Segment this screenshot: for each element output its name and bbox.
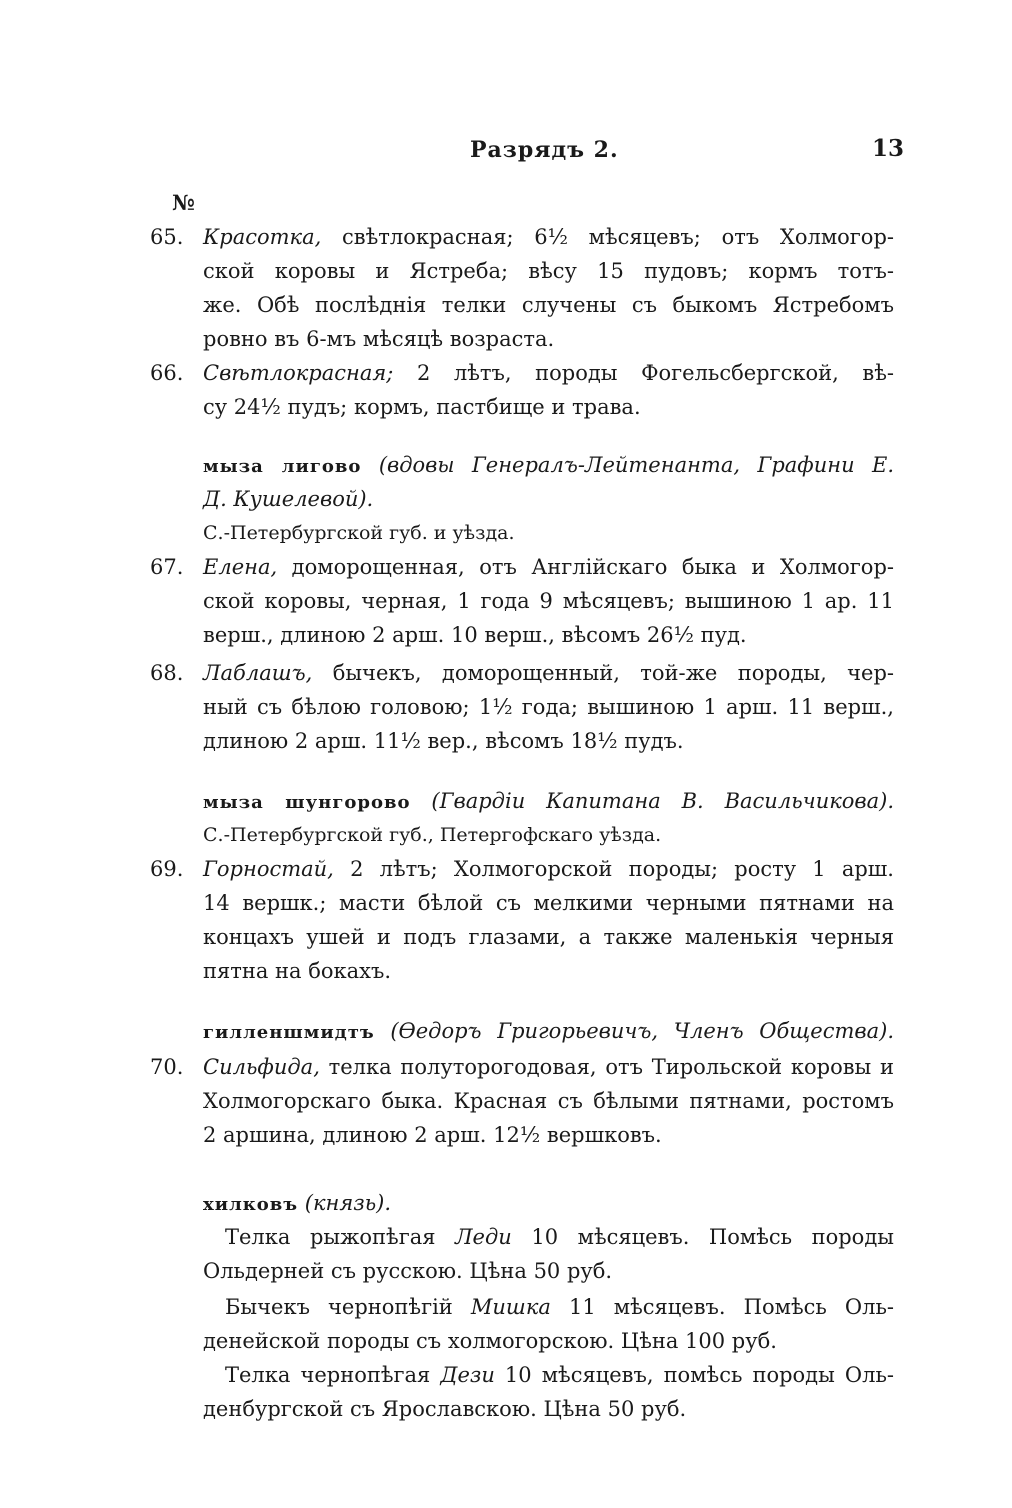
owner-gillenshmidt-line [0,1014,1012,1048]
animal-name: Дези [440,1363,495,1387]
khilkov-item-text: Телка чернопѣгая [225,1363,431,1387]
owner-shungorovo-line-1 [0,784,1012,818]
estate-name: мыза шунгорово [203,792,411,813]
entry-70-text: телка полуторогодовая, отъ Тирольской коровы и [328,1055,894,1079]
khilkov-item-text: Ольдерней съ русскою. Цѣна 50 руб. [203,1259,613,1283]
entry-70-number: 70. [150,1055,184,1079]
entry-69-line-2 [0,886,1012,920]
entry-65-text: ской коровы и Ястреба; вѣсу 15 пудовъ; кормъ тотъ- [203,259,894,283]
khilkov-item-3-line-1 [0,1358,1012,1392]
entry-70-line-1 [0,1050,1012,1084]
khilkov-item-text: 10 мѣсяцевъ. Помѣсь породы [531,1225,894,1249]
entry-68-text: длиною 2 арш. 11½ вер., вѣсомъ 18½ пудъ. [203,729,684,753]
entry-65-text: же. Обѣ послѣднія телки случены съ быкомъ Ястребомъ [203,293,894,317]
animal-name: Леди [455,1225,512,1249]
entry-68-number: 68. [150,661,184,685]
entry-65-text: свѣтлокрасная; 6½ мѣсяцевъ; отъ Холмогор- [342,225,894,249]
location-text: С.-Петербургской губ., Петергофскаго уѣзда. [203,824,662,846]
entry-70-text: 2 аршина, длиною 2 арш. 12½ вершковъ. [203,1123,662,1147]
entry-65-name: Красотка, [203,225,322,249]
entry-69-line-1 [0,852,1012,886]
owner-description: (вдовы Генералъ-Лейтенанта, Графини Е. [378,453,895,477]
khilkov-item-2-line-2 [0,1324,1012,1358]
entry-68-name: Лаблашъ, [203,661,313,685]
entry-68-text: бычекъ, доморощенный, той-же породы, чер- [332,661,894,685]
entry-65-line-2 [0,254,1012,288]
entry-66-line-2 [0,390,1012,424]
khilkov-item-text: денбургской съ Ярославскою. Цѣна 50 руб. [203,1397,687,1421]
entry-67-line-3 [0,618,1012,652]
khilkov-item-3-line-2 [0,1392,1012,1426]
khilkov-item-1-line-1 [0,1220,1012,1254]
owner-khilkov-line [0,1186,1012,1220]
owner-ligovo-line-2 [0,482,1012,516]
entry-65-text: ровно въ 6-мъ мѣсяцѣ возраста. [203,327,555,351]
entry-69-number: 69. [150,857,184,881]
entry-69-text: 2 лѣтъ; Холмогорской породы; росту 1 арш. [350,857,894,881]
owner-ligovo-line-1 [0,448,1012,482]
khilkov-item-text: Телка рыжопѣгая [225,1225,436,1249]
entry-69-line-4 [0,954,1012,988]
owner-name: гилленшмидтъ [203,1022,375,1043]
entry-67-line-1 [0,550,1012,584]
location-text: С.-Петербургской губ. и уѣзда. [203,522,515,544]
owner-description: (Гвардіи Капитана В. Васильчикова). [431,789,895,813]
entry-66-name: Свѣтлокрасная; [203,361,394,385]
entry-70-text: Холмогорскаго быка. Красная съ бѣлыми пятнами, ростомъ [203,1089,894,1113]
owner-description: Д. Кушелевой). [203,487,374,511]
owner-description: (князь). [304,1191,392,1215]
entry-70-line-3 [0,1118,1012,1152]
entry-67-text: верш., длиною 2 арш. 10 верш., вѣсомъ 26½ пуд. [203,623,747,647]
entry-66-text: 2 лѣтъ, породы Фогельсбергской, вѣ- [416,361,894,385]
page-header-title: Разрядъ 2. [470,137,619,163]
khilkov-item-text: денейской породы съ холмогорскою. Цѣна 100 руб. [203,1329,777,1353]
entry-65-line-4 [0,322,1012,356]
entry-65-line-3 [0,288,1012,322]
khilkov-item-1-line-2 [0,1254,1012,1288]
entry-68-line-2 [0,690,1012,724]
entry-69-line-3 [0,920,1012,954]
entry-70-name: Сильфида, [203,1055,320,1079]
entry-66-number: 66. [150,361,184,385]
numero-sign: № [172,190,195,215]
estate-name: мыза лигово [203,456,362,477]
owner-description: (Өедоръ Григорьевичъ, Членъ Общества). [390,1019,894,1043]
entry-65-number: 65. [150,225,184,249]
entry-68-line-3 [0,724,1012,758]
entry-70-line-2 [0,1084,1012,1118]
entry-69-text: пятна на бокахъ. [203,959,392,983]
khilkov-item-text: 11 мѣсяцевъ. Помѣсь Оль- [568,1295,894,1319]
entry-67-number: 67. [150,555,184,579]
entry-66-line-1 [0,356,1012,390]
khilkov-item-2-line-1 [0,1290,1012,1324]
owner-name: хилковъ [203,1194,299,1215]
page-number: 13 [872,135,905,162]
owner-shungorovo-location [0,818,1012,852]
entry-69-text: 14 вершк.; масти бѣлой съ мелкими черными пятнами на [203,891,894,915]
entry-68-text: ный съ бѣлою головою; 1½ года; вышиною 1 арш. 11 верш., [203,695,894,719]
entry-68-line-1 [0,656,1012,690]
entry-69-name: Горностай, [203,857,334,881]
entry-67-text: ской коровы, черная, 1 года 9 мѣсяцевъ; вышиною 1 ар. 11 [203,589,894,613]
entry-66-text: су 24½ пудъ; кормъ, пастбище и трава. [203,395,641,419]
entry-69-text: концахъ ушей и подъ глазами, а также маленькія черныя [203,925,894,949]
khilkov-item-text: Бычекъ чернопѣгій [225,1295,453,1319]
entry-67-line-2 [0,584,1012,618]
entry-65-line-1 [0,220,1012,254]
khilkov-item-text: 10 мѣсяцевъ, помѣсь породы Оль- [504,1363,894,1387]
owner-ligovo-location [0,516,1012,550]
entry-67-text: доморощенная, отъ Англійскаго быка и Холмогор- [291,555,894,579]
entry-67-name: Елена, [203,555,278,579]
animal-name: Мишка [470,1295,551,1319]
